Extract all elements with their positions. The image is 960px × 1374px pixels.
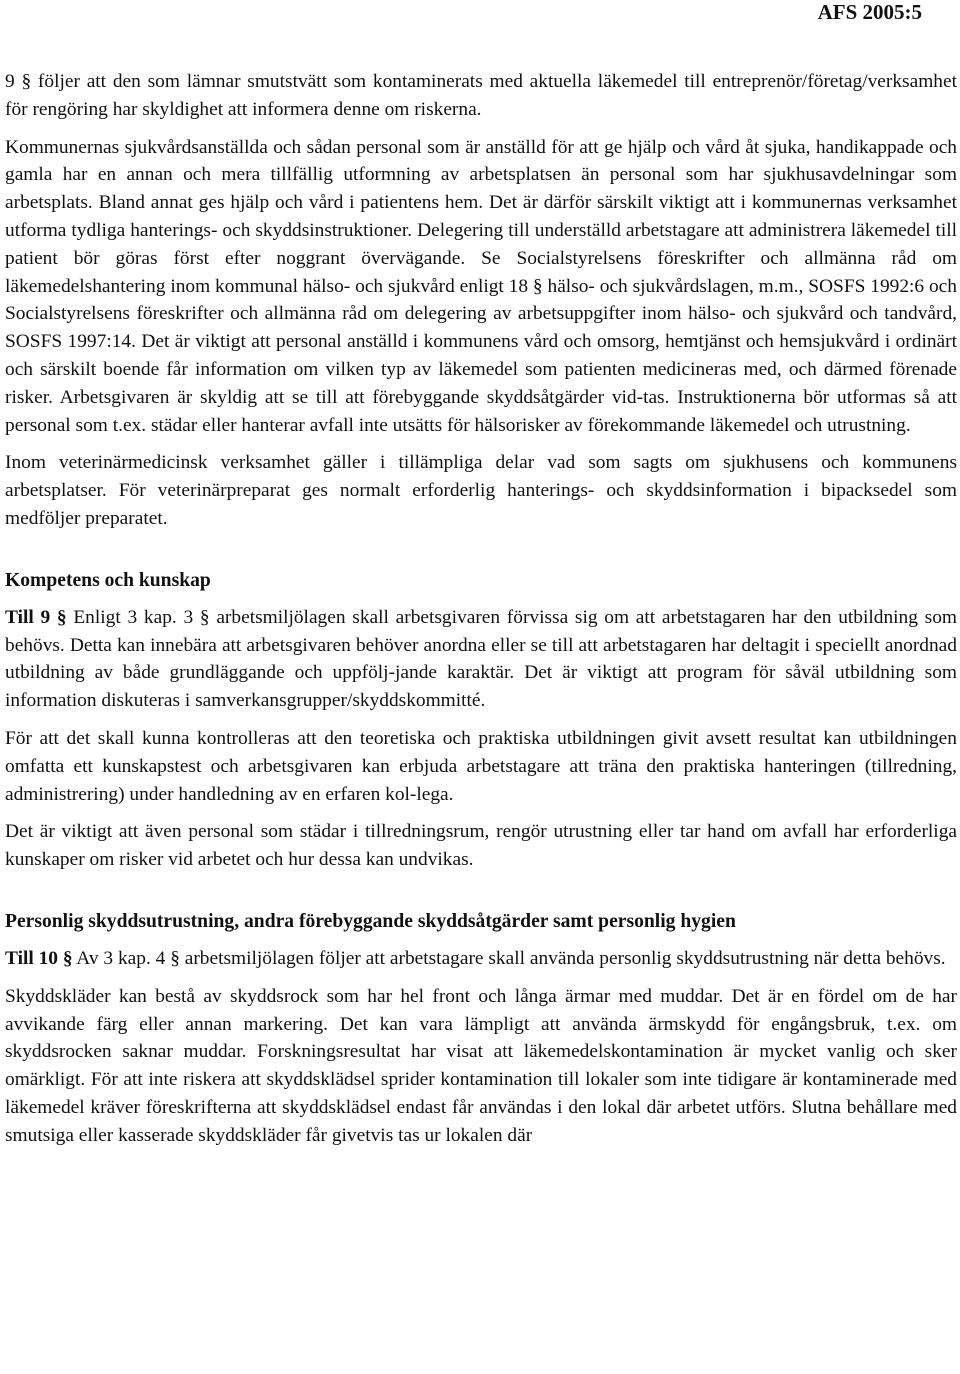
section-lead-till-9: Till 9 § (5, 606, 67, 628)
section-heading-competence: Kompetens och kunskap (5, 569, 211, 591)
section-lead-till-10: Till 10 § (5, 947, 73, 969)
paragraph-competence-intro-text: Enligt 3 kap. 3 § arbetsmiljölagen skall arbetsgivaren förvissa sig om att arbetstagaren har den utbildning som behövs. Detta kan innebära att arbetsgivaren behöver anordna eller se till att arbetstagaren har deltagit i speciellt anordnad utbildning av både grundläggande och uppfölj-jande karaktär. Det är viktigt att program för såväl utbildning som information diskuteras i samverkansgrupper/skyddskommitté. (5, 606, 957, 712)
paragraph-veterinary: Inom veterinärmedicinsk verksamhet gäller i tillämpliga delar vad som sagts om sjukhusens och kommunens arbetsplatser. För veterinärpreparat ges normalt erforderlig hanterings- och skyddsinformation i bipacksedel som medföljer preparatet. (5, 452, 957, 529)
document-body (5, 68, 957, 1160)
paragraph-competence-cleaning: Det är viktigt att även personal som städar i tillredningsrum, rengör utrustning eller tar hand om avfall har erforderliga kunskaper om risker vid arbetet och hur dessa kan undvikas. (5, 821, 957, 871)
paragraph-protective-intro (5, 945, 957, 973)
paragraph-laundry-info: 9 § följer att den som lämnar smutstvätt som kontaminerats med aktuella läkemedel till entreprenör/företag/verksamhet för rengöring har skyldighet att informera denne om riskerna. (5, 71, 957, 120)
document-id-header: AFS 2005:5 (817, 0, 922, 24)
paragraph-competence-intro (5, 604, 957, 715)
paragraph-competence-testing: För att det skall kunna kontrolleras att den teoretiska och praktiska utbildningen givit avsett resultat kan utbildningen omfatta ett kunskapstest och arbetsgivaren kan erbjuda arbetstagare att träna den praktiska hanteringen (tillredning, administrering) under handledning av en erfaren kol-lega. (5, 727, 957, 805)
section-heading-protective-equipment: Personlig skyddsutrustning, andra förebyggande skyddsåtgärder samt personlig hygien (5, 910, 736, 932)
paragraph-protective-intro-text: Av 3 kap. 4 § arbetsmiljölagen följer att arbetstagare skall använda personlig skyddsutrustning när detta behövs. (72, 947, 946, 969)
paragraph-municipal-care: Kommunernas sjukvårdsanställda och sådan personal som är anställd för att ge hjälp och vård åt sjuka, handikappade och gamla har en annan och mera tillfällig utformning av arbetsplatsen än personal som har sjukhusavdelningar som arbetsplats. Bland annat ges hjälp och vård i patientens hem. Det är därför särskilt viktigt att i kommunernas verksamhet utforma tydliga hanterings- och skyddsinstruktioner. Delegering till underställd arbetstagare att administrera läkemedel till patient bör göras först efter noggrant övervägande. Se Socialstyrelsens föreskrifter och allmänna råd om läkemedelshantering inom kommunal hälso- och sjukvård enligt 18 § hälso- och sjukvårdslagen, m.m., SOSFS 1992:6 och Socialstyrelsens föreskrifter och allmänna råd om delegering av arbetsuppgifter inom hälso- och sjukvård och tandvård, SOSFS 1997:14. Det är viktigt att personal anställd i kommunens vård och omsorg, hemtjänst och hemsjukvård i ordinärt och särskilt boende får information om vilken typ av läkemedel som patienten medicineras med, och därmed förenade risker. Arbetsgivaren är skyldig att se till att förebyggande skyddsåtgärder vid-tas. Instruktionerna bör utformas så att personal som t.ex. städar eller hanterar avfall inte utsätts för hälsorisker av förekommande läkemedel och utrustning. (5, 136, 957, 436)
paragraph-protective-clothing: Skyddskläder kan bestå av skyddsrock som har hel front och långa ärmar med muddar. Det är en fördel om de har avvikande färg eller annan markering. Det kan vara lämpligt att använda ärmskydd för engångsbruk, t.ex. om skyddsrocken saknar muddar. Forskningsresultat har visat att läkemedelskontamination är mycket vanlig och sker omärkligt. För att inte riskera att skyddsklädsel sprider kontamination till lokaler som inte tidigare är kontaminerade med läkemedel kräver föreskrifterna att skyddsklädsel endast får användas i den lokal där arbetet utförs. Slutna behållare med smutsiga eller kasserade skyddskläder får givetvis tas ur lokalen där (5, 985, 957, 1146)
